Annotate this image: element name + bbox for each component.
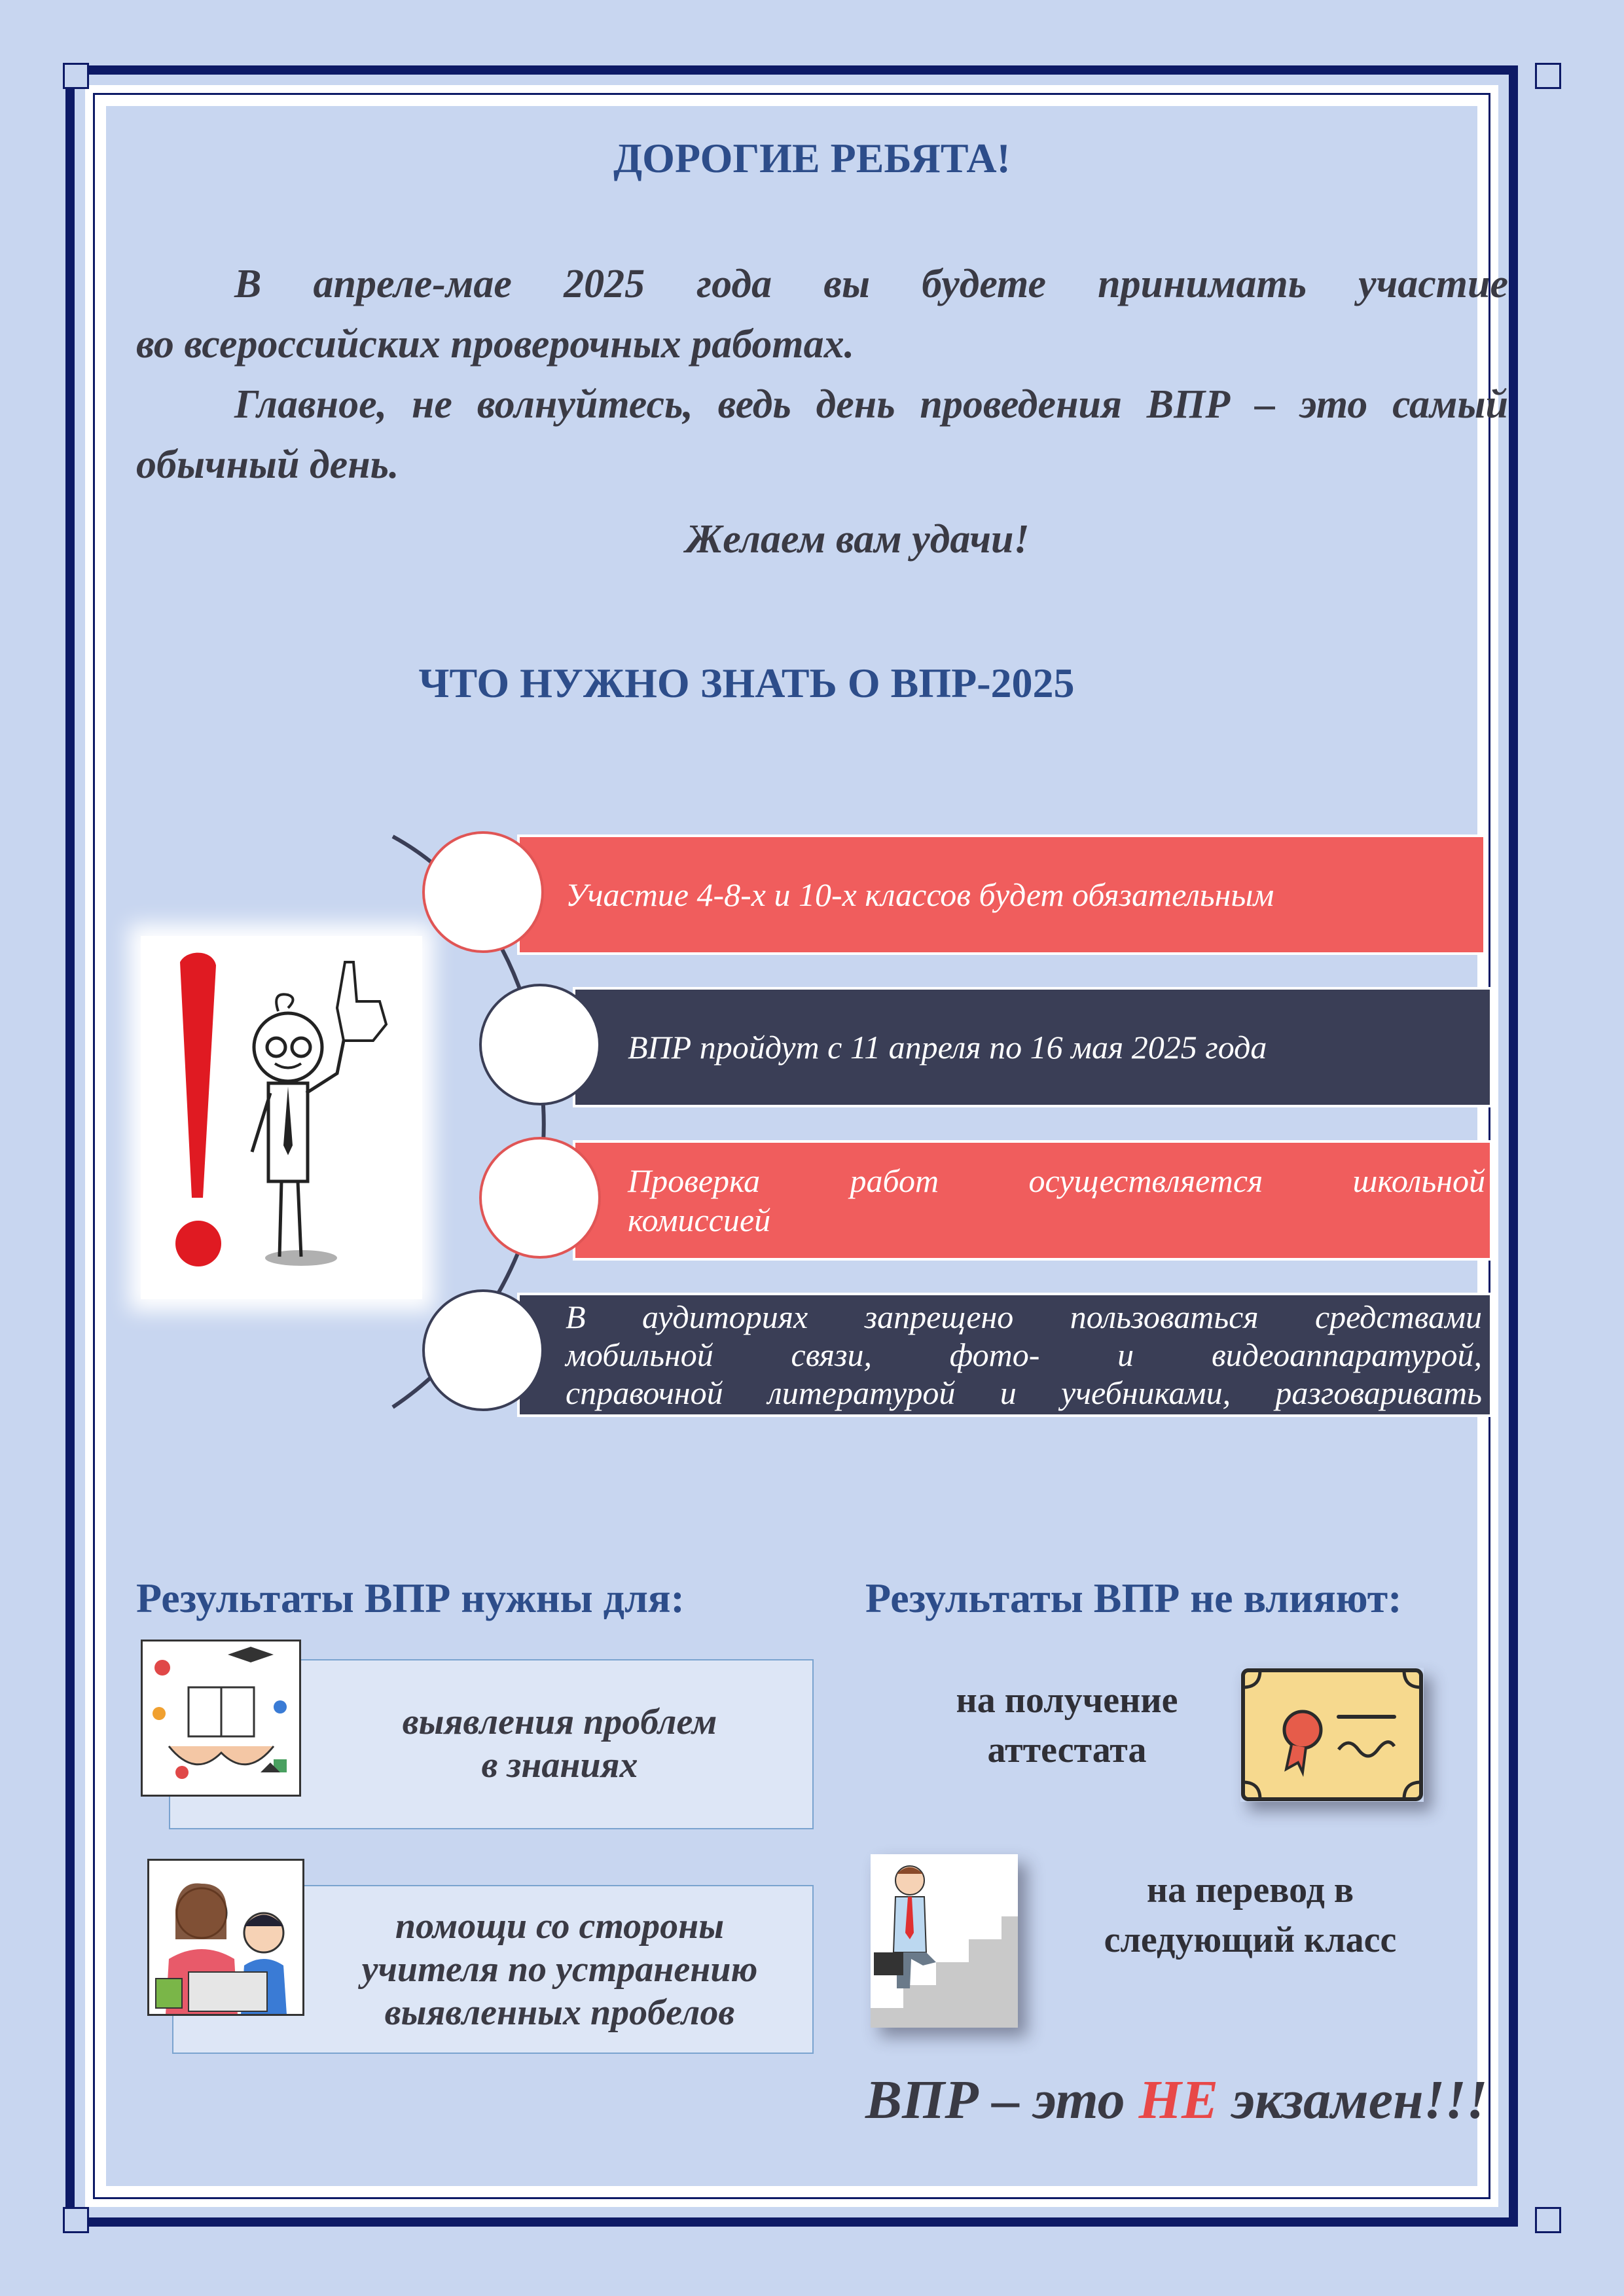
fact-text-participation: Участие 4-8-х и 10-х классов будет обязательным bbox=[566, 876, 1274, 913]
fact-circle-1 bbox=[422, 831, 544, 953]
frame-corner-tl bbox=[63, 63, 89, 89]
no-influence-item-2 bbox=[1054, 1865, 1447, 1965]
intro-line-4: обычный день. bbox=[136, 442, 399, 487]
no-influence-item-2-line2: следующий класс bbox=[1104, 1920, 1397, 1960]
slogan bbox=[865, 2068, 1488, 2132]
intro-line-3: Главное, не волнуйтесь, ведь день проведения ВПР – это самый bbox=[234, 382, 1508, 427]
no-influence-item-1-line1: на получение bbox=[956, 1680, 1178, 1721]
no-influence-item-2-line1: на перевод в bbox=[1146, 1870, 1354, 1910]
fact-bar-checking bbox=[573, 1140, 1492, 1261]
needed-item-2-line3: выявленных пробелов bbox=[384, 1992, 735, 2033]
fact-text-checking-line1: Проверка работ осуществляется школьной bbox=[628, 1162, 1485, 1199]
fact-circle-3 bbox=[479, 1137, 601, 1259]
intro-line-2: во всероссийских проверочных работах. bbox=[136, 322, 855, 367]
needed-item-2-line2: учителя по устранению bbox=[361, 1949, 758, 1990]
needed-item-2 bbox=[308, 1905, 812, 2034]
frame-corner-tr bbox=[1535, 63, 1561, 89]
teacher-student-icon bbox=[149, 1861, 303, 2015]
fact-circle-2 bbox=[479, 984, 601, 1105]
thinking-man-icon bbox=[141, 936, 422, 1299]
facts-title: ЧТО НУЖНО ЗНАТЬ О ВПР-2025 bbox=[418, 660, 1075, 706]
slogan-part1: ВПР – это bbox=[865, 2070, 1139, 2130]
stairs-man-image bbox=[871, 1854, 1018, 2028]
slogan-part2: экзамен!!! bbox=[1218, 2070, 1488, 2130]
fact-circle-4 bbox=[422, 1289, 544, 1411]
needed-item-2-line1: помощи со стороны bbox=[395, 1906, 725, 1946]
needed-item-1-line2: в знаниях bbox=[481, 1745, 638, 1785]
certificate-image bbox=[1240, 1668, 1424, 1802]
fact-bar-dates bbox=[573, 987, 1492, 1107]
fact-bar-participation bbox=[517, 834, 1486, 955]
wish-text: Желаем вам удачи! bbox=[685, 517, 1030, 562]
needed-item-1-line1: выявления проблем bbox=[402, 1702, 717, 1742]
certificate-icon bbox=[1240, 1668, 1424, 1802]
no-influence-item-1-line2: аттестата bbox=[987, 1730, 1147, 1770]
slogan-highlight: НЕ bbox=[1138, 2070, 1219, 2130]
no-influence-heading: Результаты ВПР не влияют: bbox=[865, 1575, 1402, 1621]
frame-corner-br bbox=[1535, 2207, 1561, 2233]
needed-heading: Результаты ВПР нужны для: bbox=[136, 1575, 685, 1621]
teacher-helping-image bbox=[147, 1859, 304, 2016]
fact-text-dates: ВПР пройдут с 11 апреля по 16 мая 2025 года bbox=[628, 1029, 1267, 1066]
fact-text-rules-line1: В аудиториях запрещено пользоваться средствами bbox=[566, 1299, 1482, 1335]
exclamation-figure-image bbox=[141, 936, 422, 1299]
climbing-stairs-icon bbox=[871, 1854, 1018, 2028]
fact-text-rules-line2: мобильной связи, фото- и видеоаппаратурой, bbox=[566, 1336, 1482, 1373]
fact-text-rules-line3: справочной литературой и учебниками, разговаривать bbox=[566, 1374, 1482, 1411]
needed-item-1 bbox=[308, 1700, 812, 1787]
fact-text-checking-line2: комиссией bbox=[628, 1202, 771, 1238]
intro-line-1: В апреле-мае 2025 года вы будете принимать участие bbox=[234, 262, 1508, 306]
education-icons-icon bbox=[143, 1641, 300, 1795]
no-influence-item-1 bbox=[871, 1676, 1263, 1775]
greeting-title: ДОРОГИЕ РЕБЯТА! bbox=[613, 135, 1011, 181]
fact-bar-rules bbox=[517, 1293, 1492, 1417]
intro-paragraph bbox=[136, 254, 1508, 495]
knowledge-icons-image bbox=[141, 1640, 301, 1797]
frame-corner-bl bbox=[63, 2207, 89, 2233]
